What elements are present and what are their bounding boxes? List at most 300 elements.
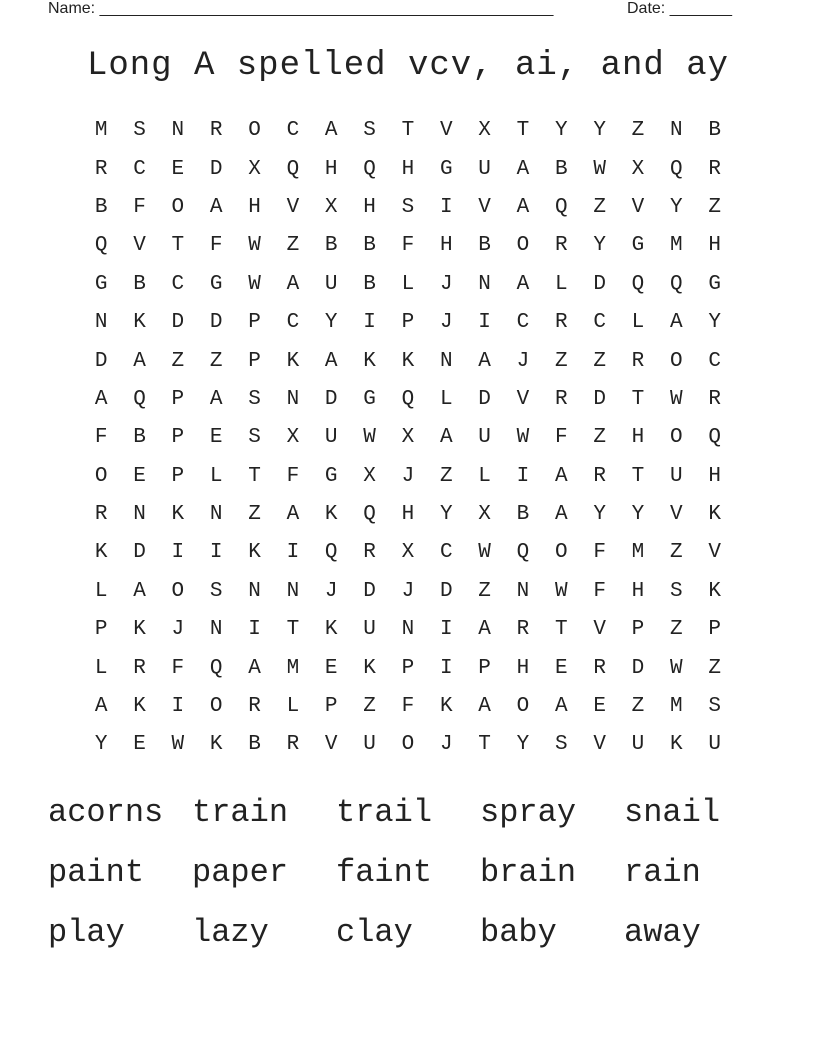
grid-letter: P [171,426,185,450]
grid-letter: W [363,426,376,450]
grid-letter: T [631,464,645,488]
grid-letter: W [670,387,683,411]
grid-letter: U [324,426,338,450]
grid-letter: D [324,387,338,411]
grid-letter: Q [133,387,146,411]
grid-letter: N [401,618,415,642]
grid-letter: R [593,656,606,680]
grid-letter: Q [554,195,568,219]
grid-letter: X [401,426,415,450]
grid-letter: M [670,695,683,719]
grid-letter: A [324,119,338,143]
grid-letter: A [133,349,146,373]
grid-letter: Y [554,119,568,143]
grid-letter: O [248,119,261,143]
grid-letter: Y [670,195,683,219]
grid-letter: D [631,656,645,680]
word-list-item: play [48,914,125,951]
grid-letter: N [133,503,146,527]
grid-row [82,266,734,304]
grid-letter: X [248,157,261,181]
grid-letter: Y [593,119,606,143]
grid-letter: R [708,387,721,411]
grid-letter: R [631,349,645,373]
grid-letter: G [631,234,645,258]
grid-letter: Q [363,157,376,181]
grid-letter: Y [708,311,721,335]
grid-letter: P [401,656,415,680]
grid-letter: X [631,157,645,181]
grid-letter: Z [670,618,683,642]
grid-letter: F [554,426,568,450]
grid-letter: L [94,656,108,680]
word-list-item: away [624,914,701,951]
grid-letter: K [133,618,146,642]
grid-letter: Q [324,541,338,565]
grid-letter: N [171,119,185,143]
grid-letter: C [171,272,185,296]
grid-letter: W [516,426,530,450]
grid-letter: O [171,579,185,603]
name-field: Name: ___________________________________________________ [48,0,554,17]
grid-letter: R [363,541,376,565]
grid-row [82,573,734,611]
word-list-item: spray [480,794,577,831]
grid-letter: R [248,695,261,719]
grid-letter: Y [516,733,530,757]
grid-letter: R [554,234,568,258]
grid-letter: E [324,656,338,680]
grid-letter: Q [631,272,645,296]
grid-letter: Q [363,503,376,527]
grid-letter: D [363,579,376,603]
grid-letter: V [708,541,721,565]
grid-letter: S [363,119,376,143]
grid-letter: C [439,541,453,565]
grid-letter: B [516,503,530,527]
word-list-item: faint [336,854,433,891]
grid-letter: E [133,464,146,488]
grid-letter: R [554,311,568,335]
grid-letter: A [439,426,453,450]
grid-letter: B [133,426,146,450]
grid-letter: S [209,579,223,603]
grid-row [82,726,734,764]
grid-letter: N [248,579,261,603]
grid-letter: B [708,119,721,143]
grid-letter: L [554,272,568,296]
grid-letter: F [133,195,146,219]
grid-letter: Z [708,656,721,680]
grid-letter: K [133,311,146,335]
grid-letter: O [401,733,415,757]
grid-letter: O [516,695,530,719]
grid-letter: A [554,464,568,488]
grid-letter: T [286,618,300,642]
grid-letter: W [248,234,261,258]
grid-letter: R [516,618,530,642]
grid-letter: D [94,349,108,373]
grid-letter: Q [516,541,530,565]
grid-letter: X [324,195,338,219]
word-list-row [48,903,768,963]
grid-letter: K [401,349,415,373]
grid-letter: Q [401,387,415,411]
grid-letter: U [631,733,645,757]
grid-letter: G [209,272,223,296]
grid-letter: O [94,464,108,488]
grid-letter: Z [439,464,453,488]
grid-letter: A [478,349,491,373]
grid-letter: Y [324,311,338,335]
grid-letter: A [478,695,491,719]
grid-letter: U [363,733,376,757]
grid-letter: Z [286,234,300,258]
grid-letter: J [324,579,338,603]
grid-letter: B [363,234,376,258]
grid-letter: Q [708,426,721,450]
word-list-row [48,783,768,843]
word-list-item: snail [624,794,721,831]
grid-letter: K [363,656,376,680]
word-list-item: acorns [48,794,164,831]
grid-letter: C [286,119,300,143]
grid-letter: Z [708,195,721,219]
grid-letter: V [133,234,146,258]
grid-letter: K [708,579,721,603]
grid-letter: S [401,195,415,219]
grid-letter: U [478,157,491,181]
grid-letter: U [324,272,338,296]
grid-letter: F [593,579,606,603]
grid-letter: C [593,311,606,335]
grid-letter: E [209,426,223,450]
grid-letter: N [670,119,683,143]
grid-letter: J [401,464,415,488]
grid-letter: A [94,695,108,719]
grid-letter: B [478,234,491,258]
grid-letter: F [171,656,185,680]
grid-letter: M [670,234,683,258]
grid-letter: L [209,464,223,488]
grid-letter: Z [670,541,683,565]
grid-row [82,304,734,342]
grid-letter: J [171,618,185,642]
grid-letter: P [171,464,185,488]
grid-letter: Z [478,579,491,603]
grid-letter: A [670,311,683,335]
grid-letter: S [248,426,261,450]
grid-letter: W [554,579,568,603]
grid-letter: P [631,618,645,642]
grid-letter: M [286,656,300,680]
grid-letter: A [209,387,223,411]
grid-letter: K [439,695,453,719]
grid-letter: O [670,426,683,450]
grid-letter: A [554,503,568,527]
grid-letter: Z [209,349,223,373]
grid-letter: K [324,503,338,527]
grid-row [82,496,734,534]
grid-letter: G [363,387,376,411]
grid-letter: K [209,733,223,757]
grid-letter: T [554,618,568,642]
word-list-item: lazy [192,914,269,951]
grid-letter: N [286,579,300,603]
grid-letter: B [324,234,338,258]
grid-letter: Z [593,195,606,219]
grid-letter: H [516,656,530,680]
grid-letter: V [670,503,683,527]
grid-letter: N [209,618,223,642]
grid-letter: J [439,311,453,335]
grid-letter: A [286,272,300,296]
grid-letter: D [478,387,491,411]
grid-letter: U [708,733,721,757]
grid-row [82,189,734,227]
grid-letter: S [670,579,683,603]
grid-letter: B [94,195,108,219]
grid-letter: P [94,618,108,642]
grid-letter: W [670,656,683,680]
grid-letter: A [209,195,223,219]
date-field: Date: _______ [627,0,732,17]
grid-letter: Q [209,656,223,680]
grid-letter: O [554,541,568,565]
grid-letter: W [248,272,261,296]
grid-letter: L [478,464,491,488]
grid-letter: W [593,157,606,181]
grid-letter: I [248,618,261,642]
grid-letter: I [171,695,185,719]
grid-letter: H [631,579,645,603]
grid-row [82,649,734,687]
grid-letter: C [708,349,721,373]
grid-letter: I [209,541,223,565]
grid-letter: T [631,387,645,411]
grid-letter: N [478,272,491,296]
grid-letter: Q [286,157,300,181]
word-search-grid [82,112,734,765]
grid-letter: G [439,157,453,181]
grid-letter: B [133,272,146,296]
grid-letter: A [554,695,568,719]
grid-letter: C [286,311,300,335]
grid-letter: I [478,311,491,335]
grid-letter: R [209,119,223,143]
grid-letter: I [439,195,453,219]
grid-letter: S [708,695,721,719]
grid-letter: Q [670,157,683,181]
grid-letter: K [363,349,376,373]
grid-letter: P [248,349,261,373]
grid-letter: F [401,234,415,258]
grid-letter: Z [171,349,185,373]
grid-letter: T [401,119,415,143]
grid-letter: O [516,234,530,258]
grid-letter: K [286,349,300,373]
grid-letter: V [324,733,338,757]
grid-letter: F [593,541,606,565]
grid-letter: R [133,656,146,680]
grid-letter: B [248,733,261,757]
grid-row [82,458,734,496]
word-list-row [48,843,768,903]
grid-letter: V [439,119,453,143]
grid-letter: A [286,503,300,527]
grid-letter: P [171,387,185,411]
grid-letter: U [670,464,683,488]
grid-letter: W [478,541,491,565]
grid-letter: V [478,195,491,219]
grid-letter: T [516,119,530,143]
grid-letter: F [286,464,300,488]
grid-letter: D [439,579,453,603]
grid-letter: A [248,656,261,680]
grid-letter: K [94,541,108,565]
grid-letter: U [478,426,491,450]
grid-letter: H [401,157,415,181]
grid-letter: I [516,464,530,488]
grid-letter: X [363,464,376,488]
grid-letter: K [248,541,261,565]
grid-letter: K [670,733,683,757]
grid-letter: G [94,272,108,296]
grid-letter: P [248,311,261,335]
grid-row [82,342,734,380]
grid-letter: M [631,541,645,565]
grid-letter: V [631,195,645,219]
grid-letter: T [248,464,261,488]
grid-row [82,381,734,419]
word-list-item: brain [480,854,577,891]
grid-letter: N [516,579,530,603]
grid-letter: O [670,349,683,373]
grid-letter: I [439,618,453,642]
grid-letter: A [516,272,530,296]
grid-letter: O [209,695,223,719]
grid-letter: I [171,541,185,565]
grid-letter: H [439,234,453,258]
grid-letter: D [593,387,606,411]
grid-letter: Y [593,503,606,527]
grid-letter: L [439,387,453,411]
grid-letter: T [171,234,185,258]
grid-letter: Z [631,119,645,143]
word-list-item: baby [480,914,557,951]
grid-letter: J [401,579,415,603]
grid-letter: N [94,311,108,335]
grid-letter: M [94,119,108,143]
grid-letter: F [94,426,108,450]
grid-letter: P [401,311,415,335]
grid-row [82,419,734,457]
grid-letter: R [286,733,300,757]
grid-row [82,534,734,572]
grid-letter: A [478,618,491,642]
grid-letter: N [286,387,300,411]
grid-letter: X [286,426,300,450]
grid-letter: L [286,695,300,719]
grid-letter: E [554,656,568,680]
grid-letter: X [478,119,491,143]
grid-letter: Y [593,234,606,258]
grid-letter: H [324,157,338,181]
grid-letter: B [363,272,376,296]
grid-letter: H [708,464,721,488]
grid-letter: J [439,272,453,296]
grid-letter: C [133,157,146,181]
grid-letter: J [439,733,453,757]
grid-letter: H [363,195,376,219]
grid-letter: K [133,695,146,719]
grid-letter: H [708,234,721,258]
grid-letter: S [248,387,261,411]
grid-letter: H [248,195,261,219]
grid-letter: Q [94,234,108,258]
grid-letter: K [708,503,721,527]
word-list-item: paint [48,854,145,891]
grid-row [82,150,734,188]
grid-letter: A [516,157,530,181]
grid-letter: R [554,387,568,411]
grid-letter: I [363,311,376,335]
grid-letter: O [171,195,185,219]
grid-letter: X [401,541,415,565]
page-title: Long A spelled vcv, ai, and ay [86,47,730,85]
grid-letter: A [324,349,338,373]
grid-letter: I [439,656,453,680]
grid-letter: G [708,272,721,296]
grid-letter: P [324,695,338,719]
grid-letter: V [593,618,606,642]
grid-letter: Y [94,733,108,757]
grid-letter: P [708,618,721,642]
grid-letter: B [554,157,568,181]
grid-letter: S [133,119,146,143]
grid-letter: V [516,387,530,411]
word-list-item: paper [192,854,289,891]
grid-letter: R [593,464,606,488]
word-list-item: trail [336,794,433,831]
grid-row [82,227,734,265]
grid-letter: F [209,234,223,258]
grid-letter: L [631,311,645,335]
grid-letter: T [478,733,491,757]
grid-letter: D [171,311,185,335]
grid-letter: D [209,311,223,335]
grid-letter: W [171,733,185,757]
grid-letter: G [324,464,338,488]
grid-letter: Z [631,695,645,719]
grid-letter: R [94,157,108,181]
grid-letter: H [401,503,415,527]
grid-row [82,112,734,150]
grid-letter: Y [631,503,645,527]
grid-letter: C [516,311,530,335]
grid-letter: Q [670,272,683,296]
grid-letter: I [286,541,300,565]
grid-letter: S [554,733,568,757]
grid-letter: D [133,541,146,565]
grid-letter: Z [248,503,261,527]
grid-letter: V [286,195,300,219]
grid-letter: Z [363,695,376,719]
grid-letter: Z [593,349,606,373]
word-list-item: train [192,794,289,831]
word-list [48,783,768,963]
grid-letter: R [94,503,108,527]
